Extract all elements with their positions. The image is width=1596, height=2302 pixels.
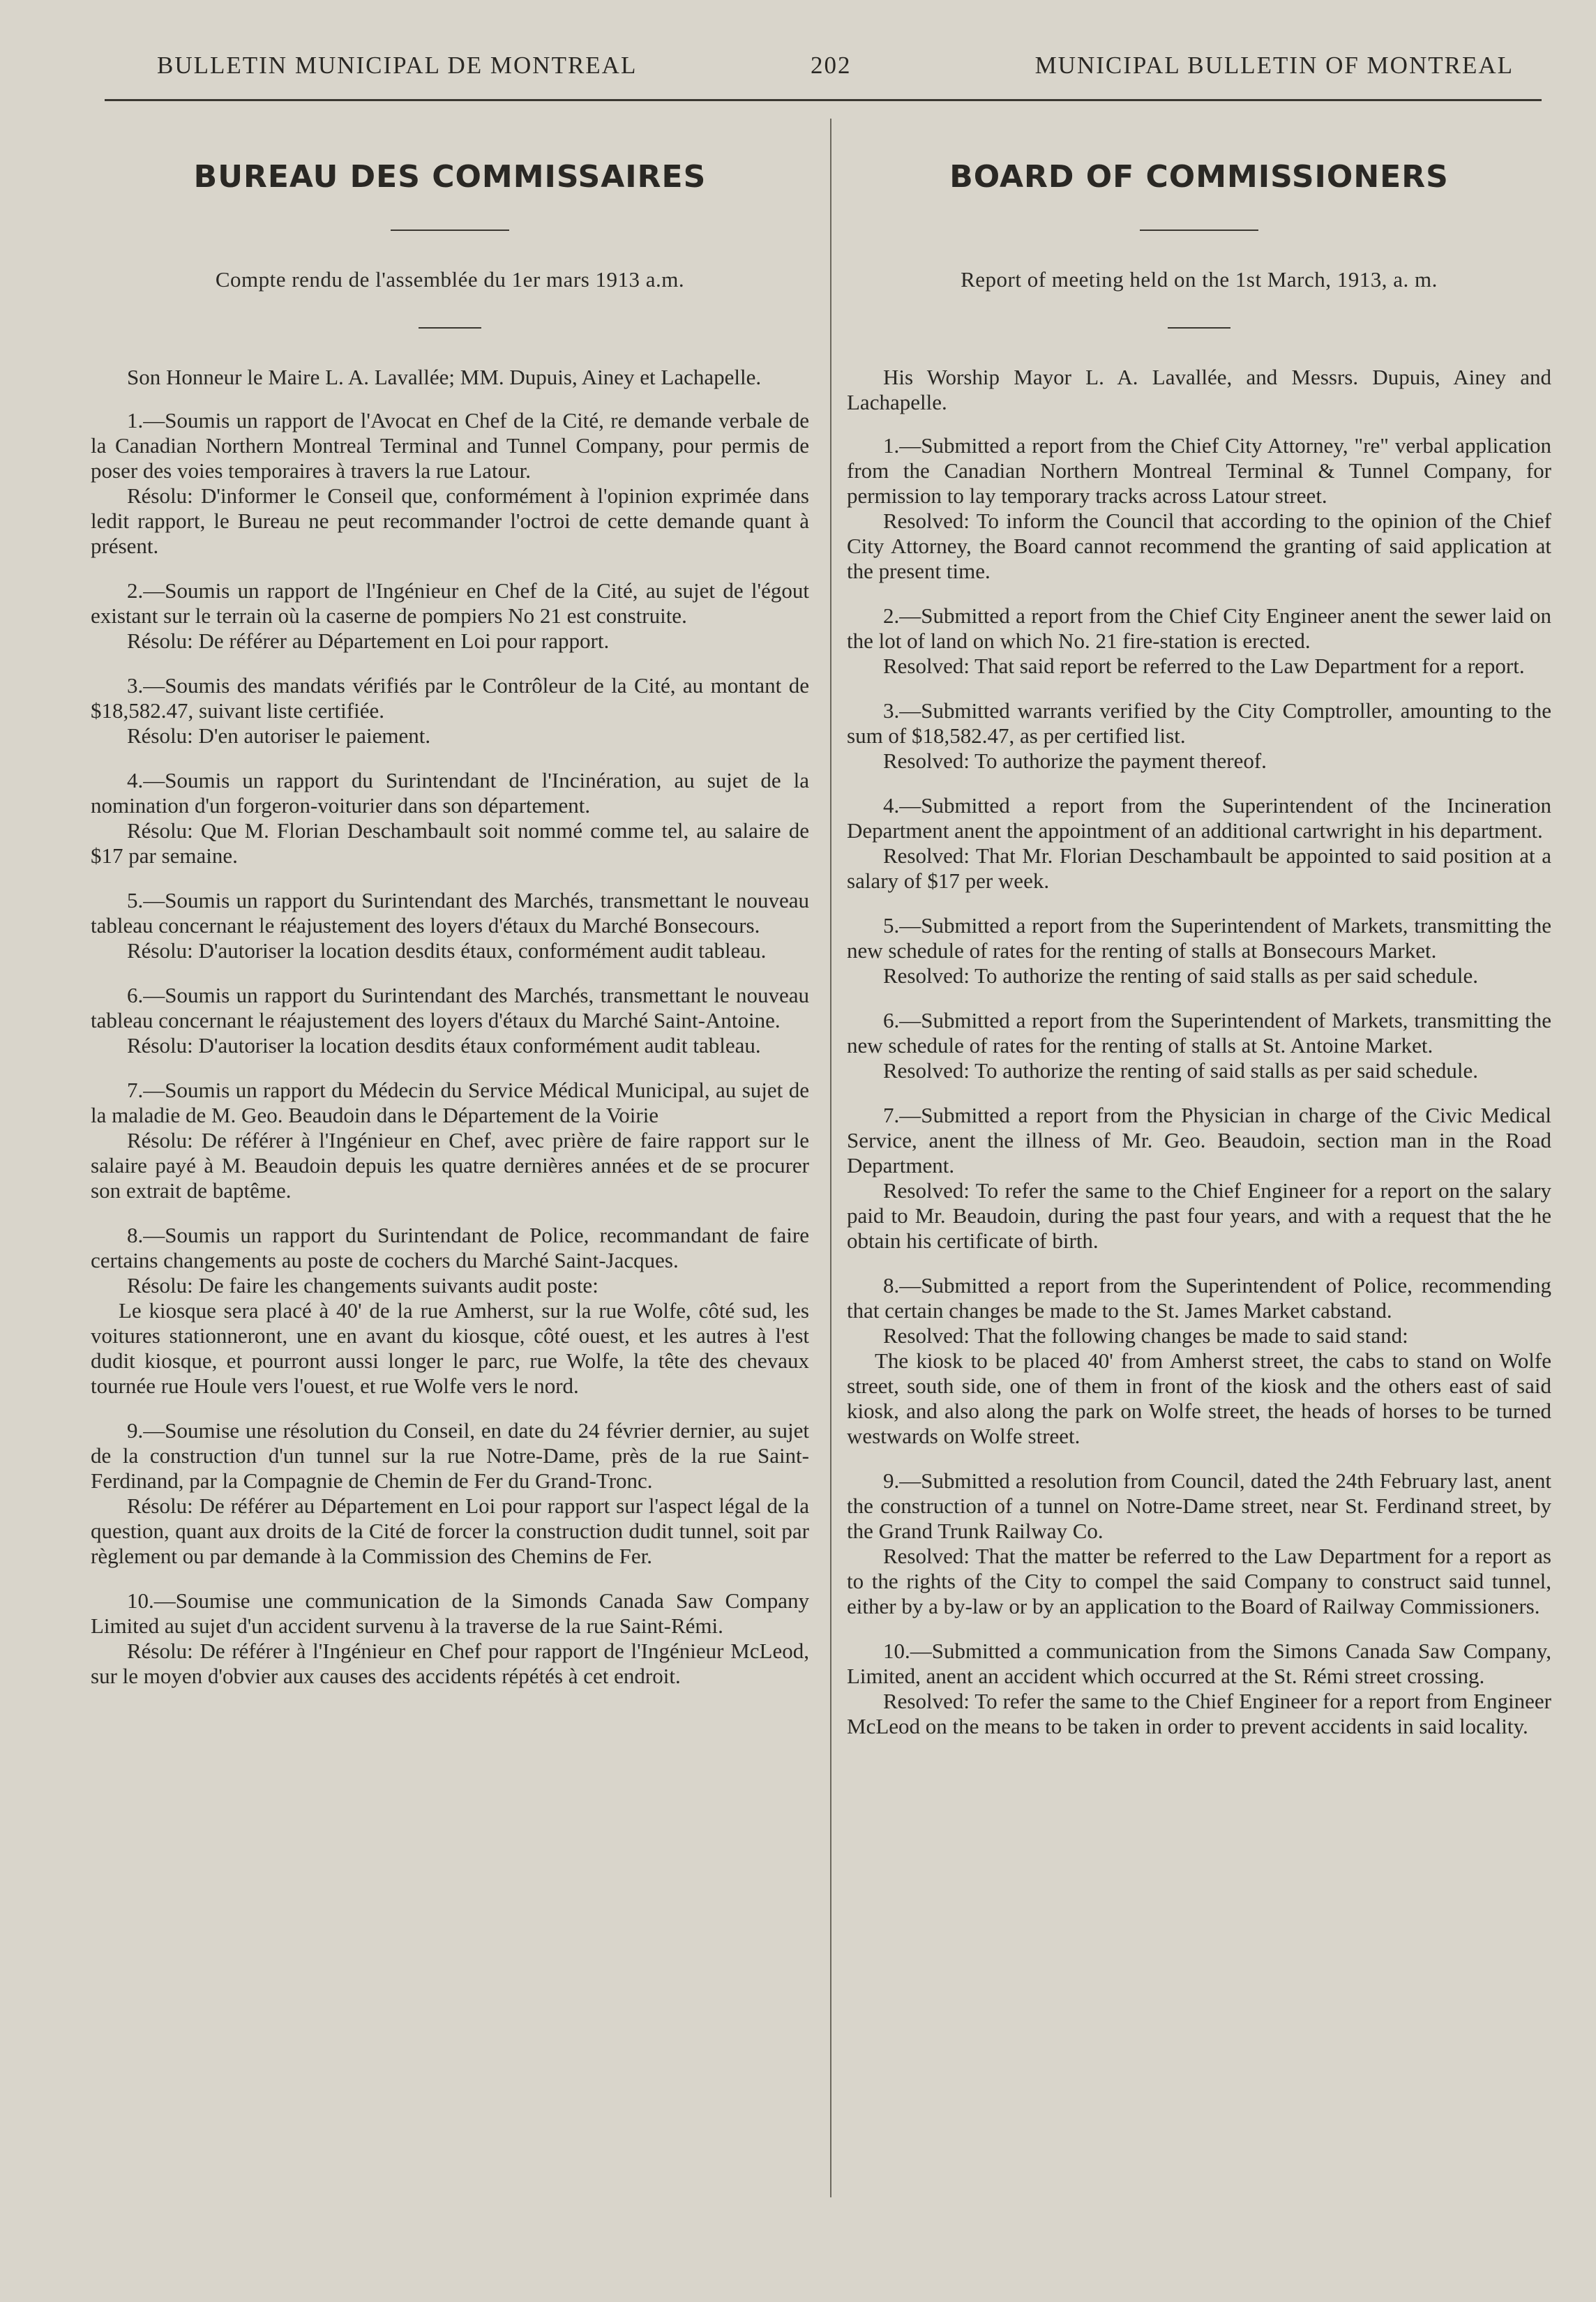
french-item-text: 8.—Soumis un rapport du Surintendant de Police, recommandant de faire certains changements au poste de cochers du Marché Saint-Jacques. (91, 1223, 809, 1272)
english-item (847, 913, 1551, 988)
english-heading-rule (1140, 230, 1258, 231)
french-item-resolution: Résolu: De faire les changements suivants audit poste: (127, 1273, 598, 1297)
english-item-text: 10.—Submitted a communication from the Simons Canada Saw Company, Limited, anent an accident which occurred at the St. Rémi street crossing. (847, 1639, 1551, 1688)
english-item-text: 8.—Submitted a report from the Superintendent of Police, recommending that certain changes be made to the St. James Market cabstand. (847, 1273, 1551, 1323)
french-item-text: 10.—Soumise une communication de la Simonds Canada Saw Company Limited au sujet d'un accident survenu à la traverse de la rue Saint-Rémi. (91, 1588, 809, 1638)
english-item-text: 1.—Submitted a report from the Chief City Attorney, "re" verbal application from the Canadian Northern Montreal Terminal & Tunnel Company, for permission to lay temporary tracks across Latour street. (847, 433, 1551, 508)
english-item-text: 2.—Submitted a report from the Chief City Engineer anent the sewer laid on the lot of land on which No. 21 fire-station is erected. (847, 603, 1551, 653)
french-item-resolution: Résolu: D'en autoriser le paiement. (127, 723, 431, 748)
french-item-resolution: Résolu: D'autoriser la location desdits étaux, conformément audit tableau. (127, 938, 767, 963)
english-item-details: The kiosk to be placed 40' from Amherst street, the cabs to stand on Wolfe street, south side, one of them in front of the kiosk and the others east of said kiosk, and also along the park on Wolfe street, the heads of horses to be turned westwards on Wolfe street. (847, 1348, 1551, 1448)
english-item-resolution: Resolved: That said report be referred to the Law Department for a report. (883, 654, 1525, 678)
french-item (91, 1078, 809, 1203)
french-item (91, 983, 809, 1058)
french-attendance: Son Honneur le Maire L. A. Lavallée; MM. Dupuis, Ainey et Lachapelle. (127, 365, 762, 389)
french-item-text: 3.—Soumis des mandats vérifiés par le Contrôleur de la Cité, au montant de $18,582.47, suivant liste certifiée. (91, 673, 809, 723)
english-item-text: 9.—Submitted a resolution from Council, dated the 24th February last, anent the construction of a tunnel on Notre-Dame street, near St. Ferdinand street, by the Grand Trunk Railway Co. (847, 1468, 1551, 1543)
french-subtitle-rule (419, 327, 481, 329)
french-item (91, 888, 809, 963)
column-divider (830, 119, 831, 2197)
english-item (847, 433, 1551, 584)
french-item (91, 1418, 809, 1569)
english-item (847, 1468, 1551, 1619)
english-item-text: 5.—Submitted a report from the Superintendent of Markets, transmitting the new schedule of rates for the renting of stalls at Bonsecours Market. (847, 913, 1551, 963)
french-item (91, 1223, 809, 1399)
english-item (847, 1639, 1551, 1739)
english-item-text: 6.—Submitted a report from the Superintendent of Markets, transmitting the new schedule of rates for the renting of stalls at St. Antoine Market. (847, 1008, 1551, 1058)
page-number: 202 (811, 52, 852, 79)
french-item-resolution: Résolu: De référer au Département en Loi pour rapport. (127, 629, 610, 653)
english-item-resolution: Resolved: To refer the same to the Chief Engineer for a report on the salary paid to Mr. Beaudoin, during the past four years, and with a request that the he obtain his certificate of birth. (847, 1178, 1551, 1253)
french-item-resolution: Résolu: D'informer le Conseil que, conformément à l'opinion exprimée dans ledit rapport, le Bureau ne peut recommander l'octroi de cette demande quant à présent. (91, 483, 809, 558)
french-item-text: 1.—Soumis un rapport de l'Avocat en Chef de la Cité, re demande verbale de la Canadian Northern Montreal Terminal and Tunnel Company, pour permis de poser des voies temporaires à travers la rue Latour. (91, 408, 809, 483)
english-item-resolution: Resolved: To refer the same to the Chief Engineer for a report from Engineer McLeod on the means to be taken in order to prevent accidents in said locality. (847, 1689, 1551, 1738)
english-item-resolution: Resolved: That the matter be referred to the Law Department for a report as to the rights of the City to compel the said Company to construct said tunnel, either by a by-law or by an application to the Board of Railway Commissioners. (847, 1544, 1551, 1618)
running-header (105, 52, 1514, 86)
english-item-text: 7.—Submitted a report from the Physician in charge of the Civic Medical Service, anent the illness of Mr. Geo. Beaudoin, section man in the Road Department. (847, 1103, 1551, 1178)
french-item (91, 1588, 809, 1689)
english-item-resolution: Resolved: That the following changes be made to said stand: (883, 1323, 1408, 1348)
english-attendance: His Worship Mayor L. A. Lavallée, and Messrs. Dupuis, Ainey and Lachapelle. (847, 365, 1551, 414)
french-item-details: Le kiosque sera placé à 40' de la rue Amherst, sur la rue Wolfe, côté sud, les voitures stationneront, une en avant du kiosque, côté ouest, et les autres à l'est dudit kiosque, et pourront aussi longer le parc, rue Wolfe, la tête des chevaux tournée rue Houle vers l'ouest, et rue Wolfe vers le nord. (91, 1298, 809, 1398)
english-item-resolution: Resolved: To authorize the renting of said stalls as per said schedule. (883, 1058, 1478, 1083)
english-item (847, 698, 1551, 774)
french-item-resolution: Résolu: Que M. Florian Deschambault soit nommé comme tel, au salaire de $17 par semaine. (91, 818, 809, 868)
english-item-resolution: Resolved: To inform the Council that according to the opinion of the Chief City Attorney, the Board cannot recommend the granting of said application at the present time. (847, 509, 1551, 583)
french-item (91, 408, 809, 559)
english-item (847, 1008, 1551, 1083)
english-subtitle-rule (1168, 327, 1230, 329)
english-heading: BOARD OF COMMISSIONERS (949, 159, 1449, 195)
header-rule (105, 99, 1542, 101)
french-heading-rule (391, 230, 509, 231)
french-item (91, 578, 809, 654)
french-item-text: 6.—Soumis un rapport du Surintendant des Marchés, transmettant le nouveau tableau concernant le réajustement des loyers d'étaux du Marché Saint-Antoine. (91, 983, 809, 1032)
french-item-resolution: Résolu: De référer à l'Ingénieur en Chef pour rapport de l'Ingénieur McLeod, sur le moyen d'obvier aux causes des accidents répétés à cet endroit. (91, 1639, 809, 1688)
french-subtitle: Compte rendu de l'assemblée du 1er mars 1913 a.m. (215, 267, 685, 292)
english-column (847, 140, 1551, 1759)
french-item-text: 5.—Soumis un rapport du Surintendant des Marchés, transmettant le nouveau tableau concernant le réajustement des loyers d'étaux du Marché Bonsecours. (91, 888, 809, 938)
french-item-text: 4.—Soumis un rapport du Surintendant de l'Incinération, au sujet de la nomination d'un forgeron-voiturier dans son département. (91, 768, 809, 818)
english-item-text: 4.—Submitted a report from the Superintendent of the Incineration Department anent the appointment of an additional cartwright in his department. (847, 793, 1551, 843)
english-item-resolution: Resolved: That Mr. Florian Deschambault be appointed to said position at a salary of $17 per week. (847, 843, 1551, 893)
french-item-text: 9.—Soumise une résolution du Conseil, en date du 24 février dernier, au sujet de la construction d'un tunnel sur la rue Notre-Dame, près de la rue Saint-Ferdinand, par la Compagnie de Chemin de Fer du Grand-Tronc. (91, 1418, 809, 1493)
english-item (847, 1273, 1551, 1449)
english-item-resolution: Resolved: To authorize the payment thereof. (883, 748, 1267, 773)
french-item (91, 768, 809, 868)
english-subtitle: Report of meeting held on the 1st March, 1913, a. m. (961, 267, 1438, 292)
french-heading: BUREAU DES COMMISSAIRES (193, 159, 707, 195)
french-item-resolution: Résolu: De référer à l'Ingénieur en Chef, avec prière de faire rapport sur le salaire payé à M. Beaudoin depuis les quatre dernières années et de se procurer son extrait de baptême. (91, 1128, 809, 1203)
french-item-resolution: Résolu: D'autoriser la location desdits étaux conformément audit tableau. (127, 1033, 761, 1058)
french-item (91, 673, 809, 748)
english-item-resolution: Resolved: To authorize the renting of said stalls as per said schedule. (883, 963, 1478, 988)
english-item-text: 3.—Submitted warrants verified by the City Comptroller, amounting to the sum of $18,582.47, as per certified list. (847, 698, 1551, 748)
french-item-text: 7.—Soumis un rapport du Médecin du Service Médical Municipal, au sujet de la maladie de M. Geo. Beaudoin dans le Département de la Voirie (91, 1078, 809, 1127)
french-column (91, 140, 809, 1708)
english-item (847, 603, 1551, 679)
header-english-title: MUNICIPAL BULLETIN OF MONTREAL (1034, 52, 1514, 79)
french-item-text: 2.—Soumis un rapport de l'Ingénieur en Chef de la Cité, au sujet de l'égout existant sur le terrain où la caserne de pompiers No 21 est construite. (91, 578, 809, 628)
english-item (847, 793, 1551, 894)
french-item-resolution: Résolu: De référer au Département en Loi pour rapport sur l'aspect légal de la question, quant aux droits de la Cité de forcer la construction dudit tunnel, soit par règlement ou par demande à la Commission des Chemins de Fer. (91, 1494, 809, 1568)
header-french-title: BULLETIN MUNICIPAL DE MONTREAL (157, 52, 638, 79)
english-item (847, 1103, 1551, 1254)
